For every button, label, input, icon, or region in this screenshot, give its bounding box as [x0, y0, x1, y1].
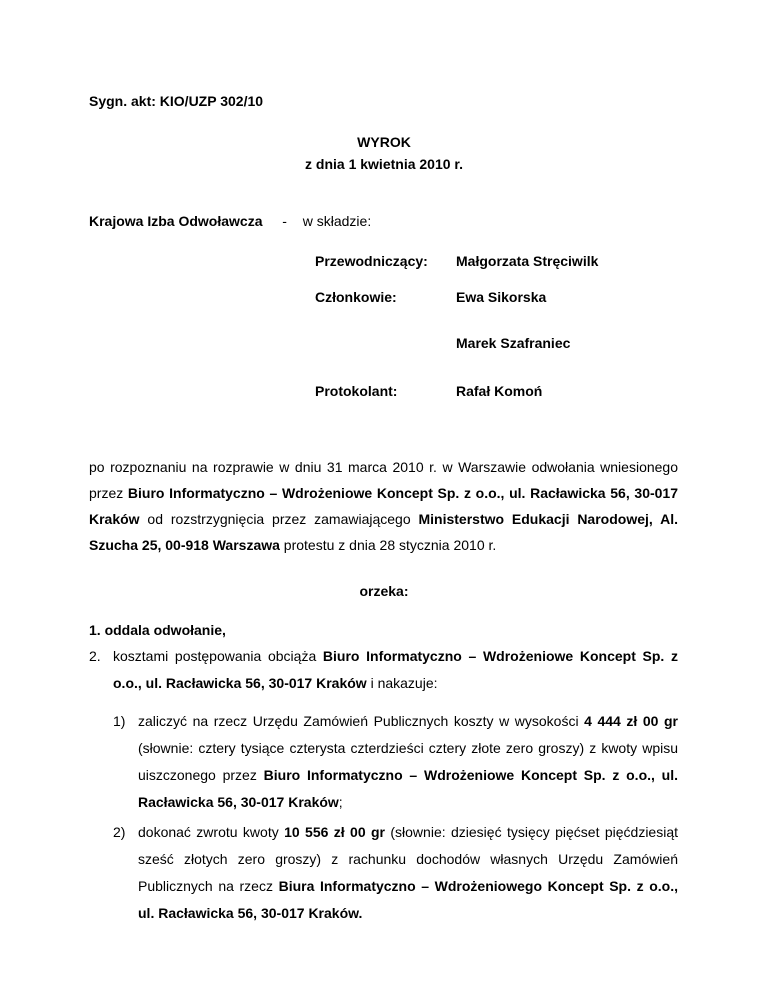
clerk-name: Rafał Komoń — [456, 383, 543, 399]
sub-1-number: 1) — [113, 713, 126, 729]
appellant-name: Biuro Informatyczno – Wdrożeniowe Koncept Sp. z o.o., ul. Racławicka 56, 30-017 Kraków — [89, 485, 678, 527]
point-2-party: Biuro Informatyczno – Wdrożeniowe Koncept Sp. z o.o., ul. Racławicka 56, 30-017 Kraków — [113, 648, 678, 691]
sub-2-text — [138, 819, 678, 927]
point-2-number: 2. — [89, 648, 101, 664]
member-name-1: Ewa Sikorska — [456, 289, 547, 305]
sub-1-text-1: zaliczyć na rzecz Urzędu Zamówień Publicznych koszty w wysokości — [138, 713, 585, 729]
sub-1-amount: 4 444 zł 00 gr — [584, 713, 678, 729]
point-2-text-2: i nakazuje: — [366, 675, 438, 691]
sub-1-text-2: (słownie: cztery tysiące czterysta czterdzieści cztery złote zero groszy) z kwoty wpisu uiszczonego przez — [138, 740, 678, 783]
chair-label: Przewodniczący: — [315, 253, 428, 269]
sub-2-text-1: dokonać zwrotu kwoty — [138, 824, 285, 840]
ruling-heading: orzeka: — [359, 583, 409, 599]
case-signature: Sygn. akt: KIO/UZP 302/10 — [89, 93, 264, 109]
court-composition: w składzie: — [302, 213, 372, 229]
chair-name: Małgorzata Stręciwilk — [456, 253, 599, 269]
court-line — [89, 213, 371, 229]
ministry-name: Ministerstwo Edukacji Narodowej, Al. Szucha 25, 00-918 Warszawa — [89, 511, 678, 553]
sub-2-party: Biura Informatyczno – Wdrożeniowego Koncept Sp. z o.o., ul. Racławicka 56, 30-017 Kraków. — [138, 878, 678, 921]
document-title: WYROK — [357, 134, 411, 150]
sub-1-text — [138, 708, 678, 816]
member-name-2: Marek Szafraniec — [456, 335, 571, 351]
members-label: Członkowie: — [315, 289, 397, 305]
court-dash: - — [282, 213, 287, 229]
court-name: Krajowa Izba Odwoławcza — [89, 213, 263, 229]
point-2-text-1: kosztami postępowania obciąża — [113, 648, 323, 664]
sub-2-amount: 10 556 zł 00 gr — [284, 824, 385, 840]
clerk-label: Protokolant: — [315, 383, 398, 399]
intro-text-2: od rozstrzygnięcia przez zamawiającego — [139, 511, 419, 527]
sub-1-party: Biuro Informatyczno – Wdrożeniowe Koncept Sp. z o.o., ul. Racławicka 56, 30-017 Kraków — [138, 767, 679, 810]
sub-2-number: 2) — [113, 824, 126, 840]
judgment-date: z dnia 1 kwietnia 2010 r. — [305, 156, 463, 172]
sub-2-text-2: (słownie: dziesięć tysięcy pięćset pięćdziesiąt sześć złotych zero groszy) z rachunku dochodów własnych Urzędu Zamówień Publicznych na rzecz — [138, 824, 678, 894]
point-2-text — [113, 643, 678, 697]
intro-text-1: po rozpoznaniu na rozprawie w dniu 31 marca 2010 r. w Warszawie odwołania wniesionego przez — [89, 459, 678, 501]
intro-text-3: protestu z dnia 28 stycznia 2010 r. — [279, 537, 497, 553]
sub-1-text-3: ; — [338, 794, 343, 810]
intro-paragraph — [89, 454, 678, 558]
point-1: 1. oddala odwołanie, — [89, 622, 226, 638]
